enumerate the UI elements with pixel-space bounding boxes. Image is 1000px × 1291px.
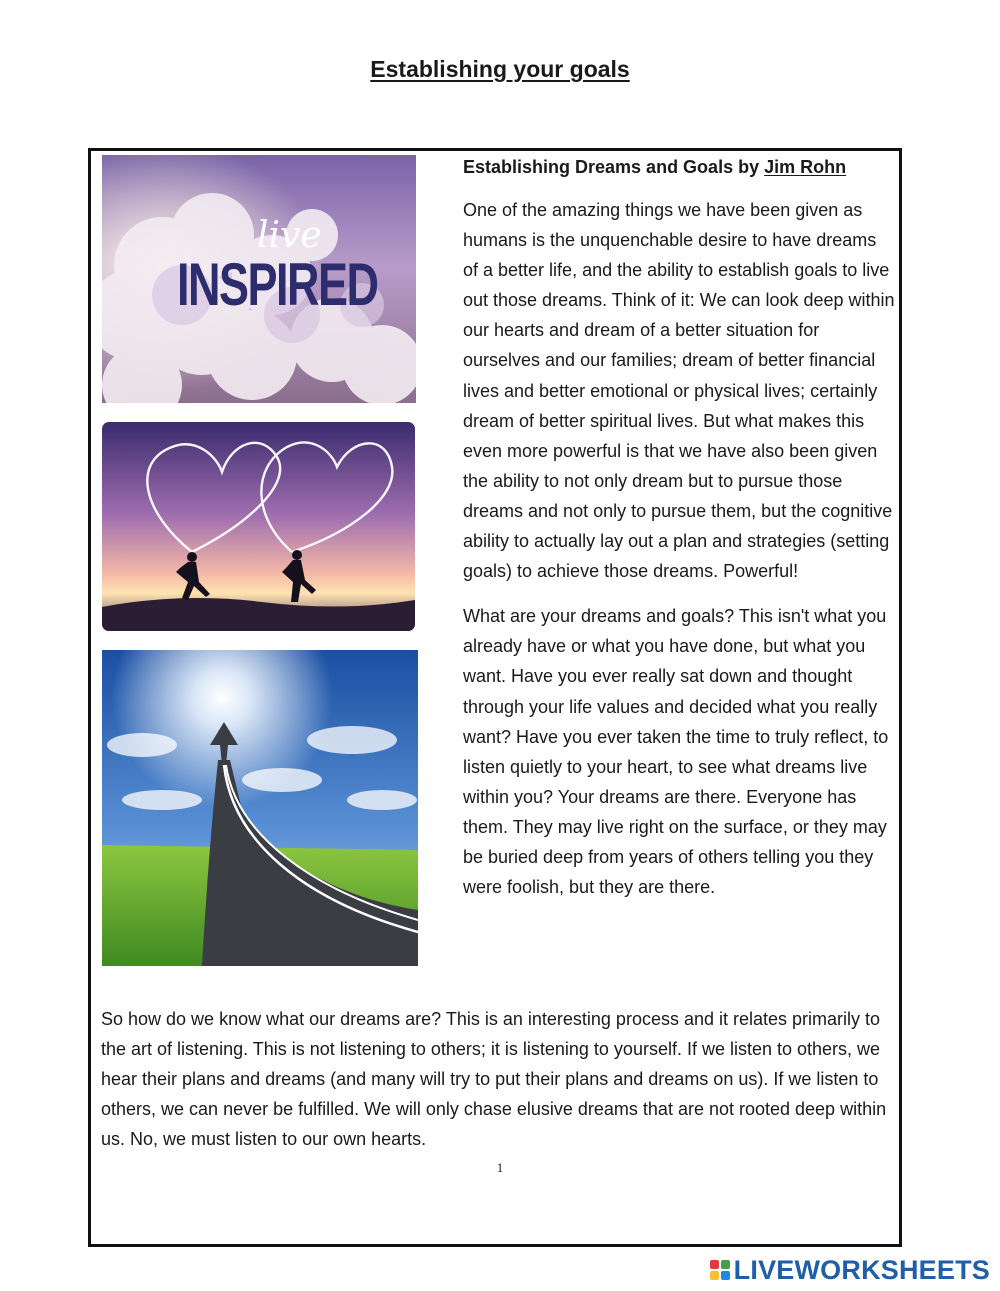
live-script-text: live [257,215,322,256]
author-link[interactable]: Jim Rohn [764,157,847,177]
liveworksheets-icon [710,1260,730,1280]
liveworksheets-logo[interactable] [710,1253,990,1287]
paragraph-1: One of the amazing things we have been given as humans is the unquenchable desire to have dreams of a better life, and the ability to establish goals to live out those dreams. Think of it: We can look deep within our hearts and dream of a better situation for ourselves and our families; dream of better financial lives and better emotional or physical lives; certainly dream of better spiritual lives. But what makes this even more powerful is that we have also been given the ability to not only dream but to pursue those dreams and not only to pursue them, but the cognitive ability to actually lay out a plan and strategies (setting goals) to achieve those dreams. Powerful! [463,200,895,582]
liveworksheets-text: LIVEWORKSHEETS [733,1254,990,1285]
live-inspired-image [102,155,416,403]
page-number: 1 [496,1160,504,1175]
article-column [463,153,895,917]
inspired-text: INSPIRED [177,251,378,319]
jumping-hearts-image [102,422,415,631]
paragraph-2: What are your dreams and goals? This isn't what you already have or what you have done, but what you want. Have you ever really sat down and thought through your life values and decided what you really want? Have you ever taken the time to truly reflect, to listen quietly to your heart, to see what dreams live within you? Your dreams are there. Everyone has them. They may live right on the surface, or they may be buried deep from years of others telling you they were foolish, but they are there. [463,606,889,898]
article-heading [463,153,895,181]
road-arrow-image [102,650,418,966]
article-heading-text: Establishing Dreams and Goals by [463,157,765,177]
page-title: Establishing your goals [370,56,630,82]
paragraph-3: So how do we know what our dreams are? This is an interesting process and it relates primarily to the art of listening. This is not listening to others; it is listening to yourself. If we listen to others, we hear their plans and dreams (and many will try to put their plans and dreams on us). If we listen to others, we can never be fulfilled. We will only chase elusive dreams that are not rooted deep within us. No, we must listen to our own hearts. [101,1009,887,1150]
